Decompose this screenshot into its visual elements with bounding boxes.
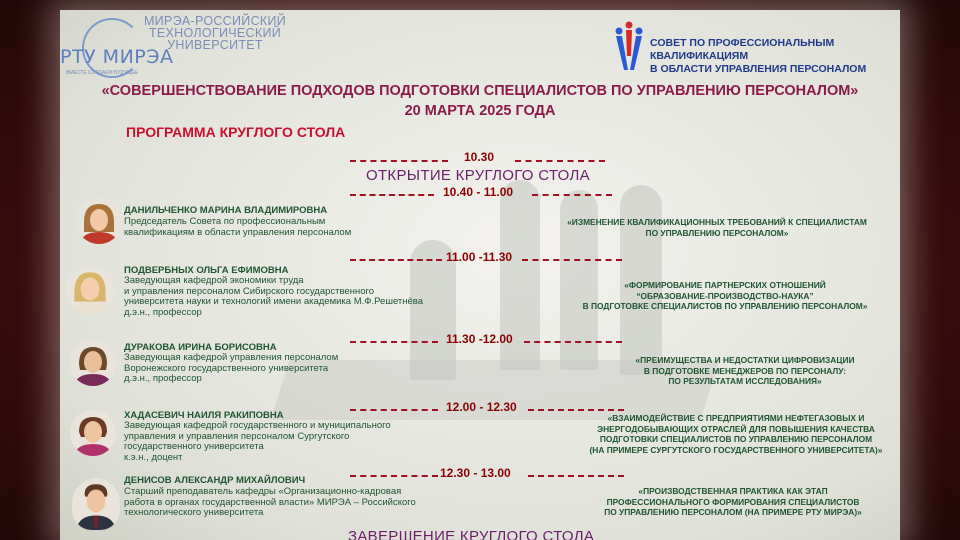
divider <box>522 259 622 261</box>
divider <box>528 409 624 411</box>
divider <box>528 475 624 477</box>
divider <box>532 194 612 196</box>
speaker-name: ДЕНИСОВ АЛЕКСАНДР МИХАЙЛОВИЧ <box>124 475 306 486</box>
event-date: 20 МАРТА 2025 ГОДА <box>404 103 556 119</box>
university-full-name: МИРЭА-РОССИЙСКИЙ ТЕХНОЛОГИЧЕСКИЙ УНИВЕРСИТЕТ <box>143 14 287 52</box>
divider <box>350 160 448 162</box>
council-logo <box>612 20 900 80</box>
slot-time: 11.00 -11.30 <box>446 250 513 264</box>
speaker-name: ДУРАКОВА ИРИНА БОРИСОВНА <box>124 342 277 353</box>
university-motto: ВМЕСТЕ СОЗДАЕМ БУДУЩЕЕ <box>66 70 139 76</box>
speaker-photo <box>70 410 116 456</box>
speaker-name: ХАДАСЕВИЧ НАИЛЯ РАКИПОВНА <box>124 410 284 421</box>
speaker-description: Заведующая кафедрой государственного и муниципального управления и управления персоналом Сургутского государственного университета к.э.н., доцент <box>124 420 391 463</box>
opening-label: ОТКРЫТИЕ КРУГЛОГО СТОЛА <box>366 167 590 184</box>
program-heading: ПРОГРАММА КРУГЛОГО СТОЛА <box>126 124 346 140</box>
divider <box>350 475 438 477</box>
talk-topic: «ВЗАИМОДЕЙСТВИЕ С ПРЕДПРИЯТИЯМИ НЕФТЕГАЗОВЫХ И ЭНЕРГОДОБЫВАЮЩИХ ОТРАСЛЕЙ ДЛЯ ПОВЫШЕНИЯ КАЧЕСТВА ПОДГОТОВКИ СПЕЦИАЛИСТОВ ПО УПРАВЛЕНИЮ ПЕРСОНАЛОМ (НА ПРИМЕРЕ СУРГУТСКОГО ГОСУДАРСТВЕННОГО УНИВЕРСИТЕТА)» <box>589 413 883 455</box>
speaker-description: Председатель Совета по профессиональным квалификациям в области управления персоналом <box>124 216 352 238</box>
divider <box>350 409 438 411</box>
speaker-photo <box>72 478 120 530</box>
talk-topic: «ПРЕИМУЩЕСТВА И НЕДОСТАТКИ ЦИФРОВИЗАЦИИ В ПОДГОТОВКЕ МЕНЕДЖЕРОВ ПО ПЕРСОНАЛУ: ПО РЕЗУЛЬТАТАМ ИССЛЕДОВАНИЯ» <box>635 355 855 386</box>
speaker-name: ДАНИЛЬЧЕНКО МАРИНА ВЛАДИМИРОВНА <box>124 205 328 216</box>
talk-topic: «ПРОИЗВОДСТВЕННАЯ ПРАКТИКА КАК ЭТАП ПРОФЕССИОНАЛЬНОГО ФОРМИРОВАНИЯ СПЕЦИАЛИСТОВ ПО УПРАВЛЕНИЮ ПЕРСОНАЛОМ (НА ПРИМЕРЕ РТУ МИРЭА)» <box>604 486 862 517</box>
slot-time: 12.00 - 12.30 <box>446 400 517 414</box>
talk-topic: «ФОРМИРОВАНИЕ ПАРТНЕРСКИХ ОТНОШЕНИЙ “ОБРАЗОВАНИЕ-ПРОИЗВОДСТВО-НАУКА” В ПОДГОТОВКЕ СПЕЦИАЛИСТОВ ПО УПРАВЛЕНИЮ ПЕРСОНАЛОМ» <box>582 280 868 311</box>
council-name: СОВЕТ ПО ПРОФЕССИОНАЛЬНЫМ КВАЛИФИКАЦИЯМ В ОБЛАСТИ УПРАВЛЕНИЯ ПЕРСОНАЛОМ <box>650 37 867 75</box>
divider <box>350 259 442 261</box>
slot-time: 11.30 -12.00 <box>446 332 513 346</box>
event-title: «СОВЕРШЕНСТВОВАНИЕ ПОДХОДОВ ПОДГОТОВКИ СПЕЦИАЛИСТОВ ПО УПРАВЛЕНИЮ ПЕРСОНАЛОМ» <box>101 83 859 99</box>
speaker-description: Заведующая кафедрой управления персоналом Воронежского государственного университета д.э.н., профессор <box>124 352 339 384</box>
opening-time: 10.30 <box>464 150 495 164</box>
university-short-name: РТУ МИРЭА <box>60 46 174 68</box>
divider <box>350 194 434 196</box>
slot-time: 10.40 - 11.00 <box>443 185 514 199</box>
slot-time: 12.30 - 13.00 <box>440 466 511 480</box>
talk-topic: «ИЗМЕНЕНИЕ КВАЛИФИКАЦИОННЫХ ТРЕБОВАНИЙ К СПЕЦИАЛИСТАМ ПО УПРАВЛЕНИЮ ПЕРСОНАЛОМ» <box>567 217 867 238</box>
speaker-photo <box>70 340 116 386</box>
speaker-photo <box>66 266 114 314</box>
council-emblem-icon <box>612 20 646 78</box>
speaker-description: Заведующая кафедрой экономики труда и управления персоналом Сибирского государственного университета науки и технологий имени академика М.Ф.Решетнёва д.э.н., профессор <box>124 275 424 318</box>
divider <box>350 341 438 343</box>
speaker-photo <box>76 198 122 244</box>
divider <box>524 341 622 343</box>
speaker-name: ПОДВЕРБНЫХ ОЛЬГА ЕФИМОВНА <box>124 265 289 276</box>
university-logo <box>60 12 300 82</box>
closing-label: ЗАВЕРШЕНИЕ КРУГЛОГО СТОЛА <box>348 528 595 540</box>
speaker-description: Старший преподаватель кафедры «Организационно-кадровая работа в органах государственной власти» МИРЭА – Российского технологического университета <box>124 486 416 518</box>
divider <box>515 160 605 162</box>
slide <box>60 10 900 540</box>
